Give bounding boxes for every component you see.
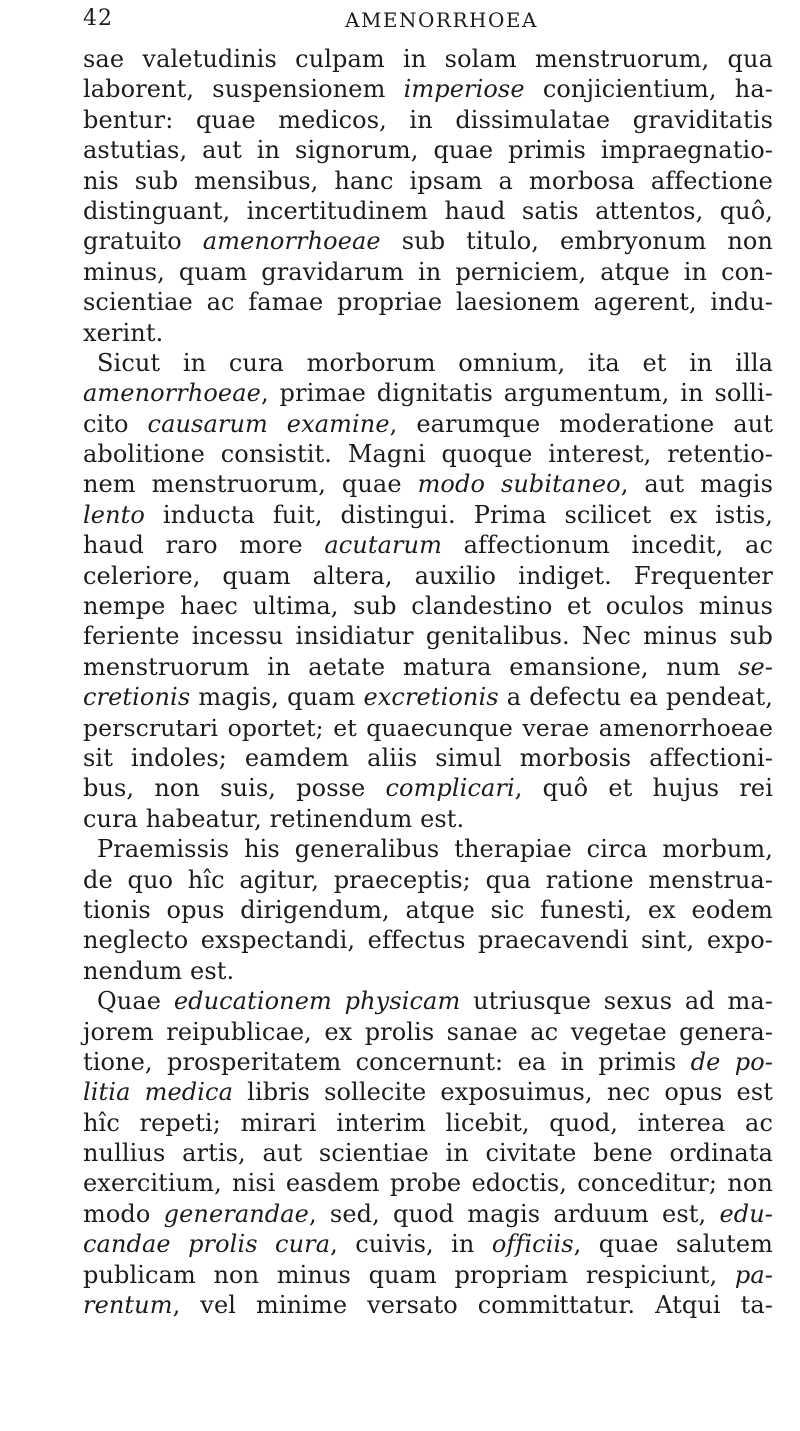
- text-segment: utriusque sexus ad ma-: [460, 987, 774, 1016]
- text-line: [83, 500, 773, 530]
- text-line: [83, 986, 773, 1016]
- text-line: [83, 956, 773, 986]
- text-segment: haud raro more: [83, 531, 325, 560]
- text-line: [83, 257, 773, 287]
- text-line: [83, 1138, 773, 1168]
- text-segment: a defectu ea pendeat,: [498, 683, 774, 712]
- italic-phrase: se-: [738, 652, 773, 681]
- text-segment: celeriore, quam altera, auxilio indiget. Frequenter: [83, 561, 773, 590]
- text-segment: Quae: [97, 987, 174, 1016]
- text-line: [83, 287, 773, 317]
- text-segment: Sicut in cura morborum omnium, ita et in illa: [97, 348, 773, 377]
- text-line: [83, 469, 773, 499]
- text-line: [83, 1260, 773, 1290]
- text-segment: , sed, quod magis arduum est,: [308, 1199, 720, 1228]
- text-segment: sub titulo, embryonum non: [380, 227, 773, 256]
- text-segment: tionis opus dirigendum, atque sic funesti, ex eodem: [83, 895, 773, 924]
- text-line: [83, 682, 773, 712]
- text-line: [83, 804, 773, 834]
- text-segment: magis, quam: [190, 683, 364, 712]
- text-segment: tione, prosperitatem concernunt: ea in primis: [83, 1047, 691, 1076]
- text-segment: , aut magis: [620, 470, 773, 499]
- text-segment: conjicientium, ha-: [524, 75, 773, 104]
- page-header: [83, 6, 763, 40]
- italic-phrase: complicari: [385, 774, 515, 803]
- text-segment: menstruorum in aetate matura emansione, num: [83, 652, 739, 681]
- text-segment: scientiae ac famae propriae laesionem agerent, indu-: [83, 288, 773, 317]
- text-line: [83, 834, 773, 864]
- text-segment: minus, quam gravidarum in perniciem, atque in con-: [83, 257, 773, 286]
- text-segment: Praemissis his generalibus therapiae circa morbum,: [97, 835, 773, 864]
- italic-phrase: rentum: [83, 1291, 173, 1320]
- text-segment: affectionum incedit, ac: [441, 531, 773, 560]
- text-line: [83, 74, 773, 104]
- italic-phrase: litia medica: [83, 1078, 233, 1107]
- text-segment: cito: [83, 409, 148, 438]
- italic-phrase: acutarum: [324, 531, 442, 560]
- text-segment: nis sub mensibus, hanc ipsam a morbosa affectione: [83, 166, 773, 195]
- text-line: [83, 348, 773, 378]
- text-segment: feriente incessu insidiatur genitalibus. Nec minus sub: [83, 622, 773, 651]
- italic-phrase: officiis: [491, 1230, 574, 1259]
- text-line: [83, 865, 773, 895]
- text-line: [83, 621, 773, 651]
- text-segment: libris sollecite exposuimus, nec opus est: [233, 1078, 774, 1107]
- text-line: [83, 713, 773, 743]
- text-line: [83, 1290, 773, 1320]
- italic-phrase: lento: [83, 500, 145, 529]
- running-title: AMENORRHOEA: [345, 8, 538, 32]
- text-line: [83, 105, 773, 135]
- italic-phrase: modo subitaneo: [417, 470, 621, 499]
- text-line: [83, 318, 773, 348]
- italic-phrase: pa-: [734, 1260, 773, 1289]
- text-line: [83, 1108, 773, 1138]
- text-line: [83, 652, 773, 682]
- text-line: [83, 44, 773, 74]
- text-segment: publicam non minus quam propriam respiciunt,: [83, 1260, 735, 1289]
- italic-phrase: edu-: [719, 1199, 774, 1228]
- text-line: [83, 1199, 773, 1229]
- text-line: [83, 743, 773, 773]
- text-segment: sae valetudinis culpam in solam menstruorum, qua: [83, 45, 773, 73]
- text-segment: distinguant, incertitudinem haud satis attentos, quô,: [83, 196, 773, 225]
- text-segment: de quo hîc agitur, praeceptis; qua ratione menstrua-: [83, 865, 773, 894]
- italic-phrase: de po-: [690, 1047, 774, 1076]
- text-segment: nem menstruorum, quae: [83, 470, 418, 499]
- italic-phrase: imperiose: [403, 75, 525, 104]
- text-segment: bentur: quae medicos, in dissimulatae graviditatis: [83, 105, 773, 134]
- text-line: [83, 1168, 773, 1198]
- text-line: [83, 135, 773, 165]
- text-segment: hîc repeti; mirari interim licebit, quod, interea ac: [83, 1108, 773, 1137]
- text-segment: , primae dignitatis argumentum, in solli-: [260, 379, 773, 408]
- text-line: [83, 1077, 773, 1107]
- text-segment: , quô et hujus rei: [514, 774, 773, 803]
- italic-phrase: generandae: [163, 1199, 309, 1228]
- text-line: [83, 196, 773, 226]
- italic-phrase: candae prolis cura: [83, 1230, 331, 1259]
- text-segment: neglecto exspectandi, effectus praecavendi sint, expo-: [83, 926, 773, 955]
- text-line: [83, 409, 773, 439]
- text-line: [83, 1017, 773, 1047]
- text-segment: nendum est.: [83, 956, 235, 985]
- text-segment: astutias, aut in signorum, quae primis impraegnatio-: [83, 136, 773, 165]
- text-segment: sit indoles; eamdem aliis simul morbosis affectioni-: [83, 743, 773, 772]
- text-segment: perscrutari oportet; et quaecunque verae amenorrhoeae: [83, 713, 773, 742]
- text-segment: gratuito: [83, 227, 203, 256]
- text-segment: inducta fuit, distingui. Prima scilicet ex istis,: [144, 500, 773, 529]
- text-line: [83, 591, 773, 621]
- text-line: [83, 378, 773, 408]
- text-segment: abolitione consistit. Magni quoque interest, retentio-: [83, 440, 773, 469]
- text-line: [83, 1229, 773, 1259]
- text-segment: , quae salutem: [573, 1230, 774, 1259]
- italic-phrase: cretionis: [83, 683, 191, 712]
- text-segment: , vel minime versato committatur. Atqui ta-: [172, 1291, 773, 1320]
- text-line: [83, 166, 773, 196]
- text-line: [83, 226, 773, 256]
- body-text: [83, 44, 773, 1320]
- text-segment: xerint.: [83, 318, 164, 347]
- italic-phrase: causarum examine: [147, 409, 390, 438]
- text-line: [83, 925, 773, 955]
- text-segment: , cuivis, in: [330, 1230, 492, 1259]
- text-segment: exercitium, nisi easdem probe edoctis, conceditur; non: [83, 1169, 773, 1198]
- text-segment: , earumque moderatione aut: [389, 409, 774, 438]
- text-segment: modo: [83, 1199, 164, 1228]
- text-segment: jorem reipublicae, ex prolis sanae ac vegetae genera-: [83, 1017, 773, 1046]
- text-line: [83, 1047, 773, 1077]
- text-line: [83, 773, 773, 803]
- italic-phrase: amenorrhoeae: [202, 227, 381, 256]
- text-segment: cura habeatur, retinendum est.: [83, 804, 465, 833]
- italic-phrase: excretionis: [363, 683, 499, 712]
- text-segment: bus, non suis, posse: [83, 774, 386, 803]
- text-line: [83, 561, 773, 591]
- text-segment: laborent, suspensionem: [83, 75, 404, 104]
- italic-phrase: educationem physicam: [173, 987, 461, 1016]
- text-line: [83, 439, 773, 469]
- text-segment: nullius artis, aut scientiae in civitate bene ordinata: [83, 1139, 773, 1168]
- italic-phrase: amenorrhoeae: [83, 379, 261, 408]
- text-segment: nempe haec ultima, sub clandestino et oculos minus: [83, 592, 773, 621]
- text-line: [83, 530, 773, 560]
- page-number: 42: [83, 6, 113, 31]
- text-line: [83, 895, 773, 925]
